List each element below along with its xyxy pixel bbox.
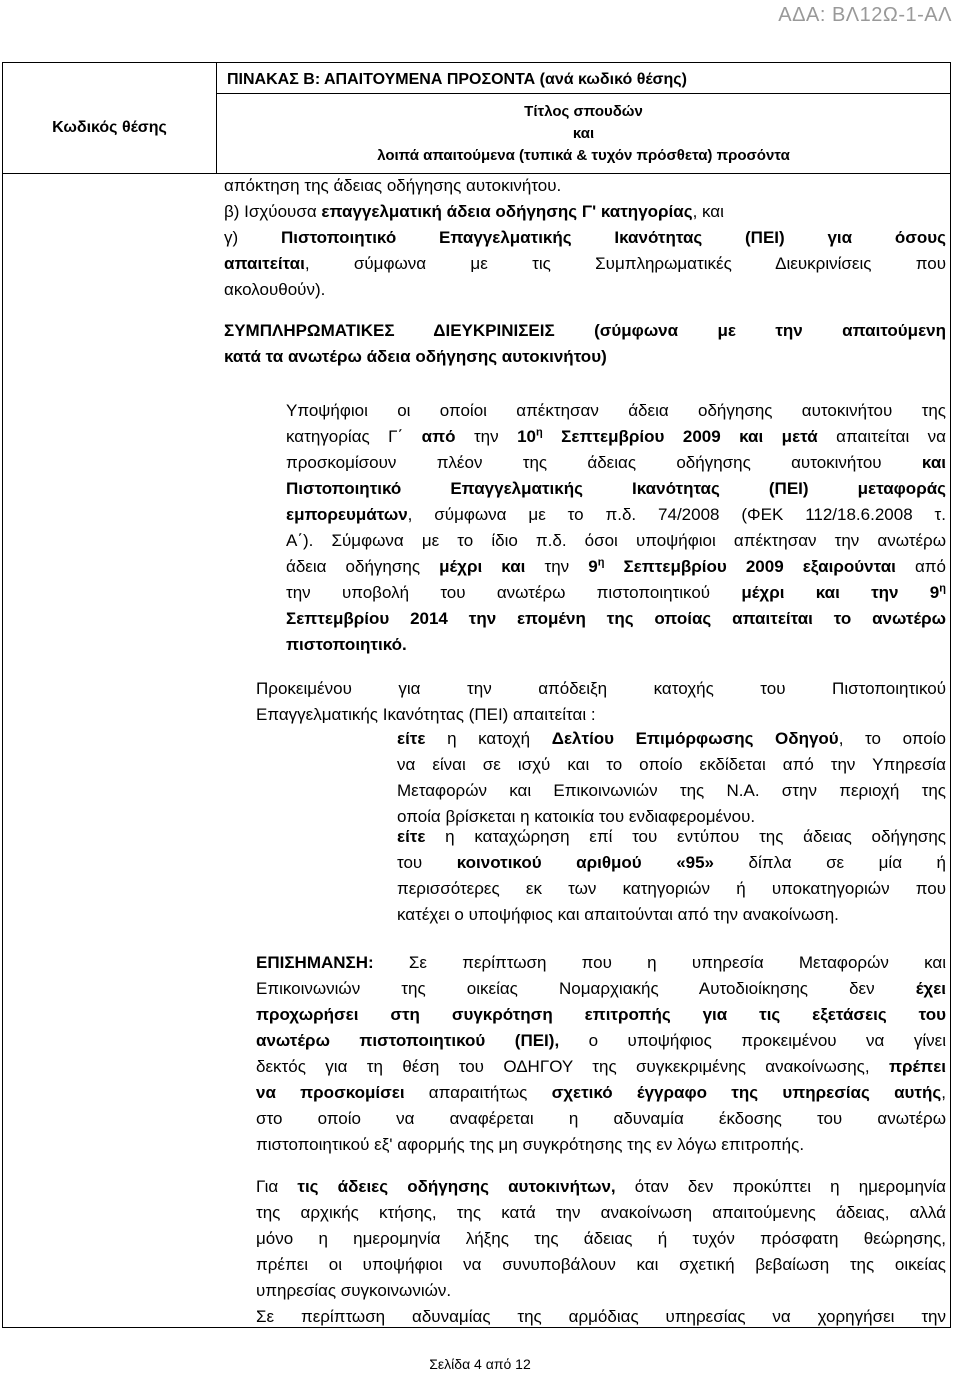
page-number: Σελίδα 4 από 12 [429,1356,531,1372]
licenses-line: της αρχικής κτήσης, της κατά την ανακοίνωση απαιτούμενης άδειας, αλλά [256,1203,946,1222]
candidates-line: Πιστοποιητικό Επαγγελματικής Ικανότητας (ΠΕΙ) μεταφοράς [286,479,946,498]
candidates-line: άδεια οδήγησης μέχρι και την $9^\eta$ Σεπτεμβρίου 2009 εξαιρούνται από [286,556,946,576]
proof-paragraph [256,676,946,728]
proof-option-line: περισσότερες εκ των κατηγοριών ή υποκατηγοριών που [397,879,946,898]
intro-line: απαιτείται, σύμφωνα με τις Συμπληρωματικές Διευκρινίσεις που [224,254,946,273]
candidates-paragraph [286,398,946,658]
intro-line: γ) Πιστοποιητικό Επαγγελματικής Ικανότητας (ΠΕΙ) για όσους [224,228,946,247]
notice-line: να προσκομίσει απαραιτήτως σχετικό έγγραφο της υπηρεσίας αυτής, [256,1083,946,1102]
intro-line: απόκτηση της άδειας οδήγησης αυτοκινήτου. [224,176,562,195]
notice-line: στο οποίο να αναφέρεται η αδυναμία έκδοσης του ανωτέρω [256,1109,946,1128]
proof-option-1 [397,726,946,830]
candidates-line: προσκομίσουν πλέον της άδειας οδήγησης αυτοκινήτου και [286,453,946,472]
proof-option-line: κατέχει ο υποψήφιος και απαιτούνται από την ανακοίνωση. [397,905,839,924]
proof-line: Επαγγελματικής Ικανότητας (ΠΕΙ) απαιτείται : [256,705,596,724]
candidates-line: κατηγορίας Γ΄ από την $10^\eta$ Σεπτεμβρίου 2009 και μετά απαιτείται να [286,426,946,446]
licenses-paragraph [256,1174,946,1330]
notice-line: προχωρήσει στη συγκρότηση επιτροπής για τις εξετάσεις του [256,1005,946,1024]
proof-line: Προκειμένου για την απόδειξη κατοχής του Πιστοποιητικού [256,679,946,698]
candidates-line: πιστοποιητικό. [286,635,407,654]
table-divider-title [216,93,951,94]
notice-line: ανωτέρω πιστοποιητικού (ΠΕΙ), ο υποψήφιος προκειμένου να γίνει [256,1031,946,1050]
column-header-title-line2: και [572,125,595,142]
candidates-line: την υποβολή του ανωτέρω πιστοποιητικού μέχρι και την $9^\eta$ [286,582,946,602]
column-header-code: Κωδικός θέσης [52,119,167,136]
notice-line: Επικοινωνιών της οικείας Νομαρχιακής Αυτοδιοίκησης δεν έχει [256,979,946,998]
supplementary-heading [224,318,946,370]
licenses-line: υπηρεσίας συγκοινωνιών. [256,1281,452,1300]
intro-paragraph [224,173,946,303]
candidates-line: Υποψήφιοι οι οποίοι απέκτησαν άδεια οδήγησης αυτοκινήτου της [286,401,946,420]
notice-line: δεκτός για τη θέση του ΟΔΗΓΟΥ της συγκεκριμένης ανακοίνωσης, πρέπει [256,1057,946,1076]
notice-paragraph [256,950,946,1158]
supplementary-line: ΣΥΜΠΛΗΡΩΜΑΤΙΚΕΣ ΔΙΕΥΚΡΙΝΙΣΕΙΣ (σύμφωνα με την απαιτούμενη [224,321,946,340]
supplementary-line: κατά τα ανωτέρω άδεια οδήγησης αυτοκινήτου) [224,347,607,366]
licenses-line: Για τις άδειες οδήγησης αυτοκινήτων, όταν δεν προκύπτει η ημερομηνία [256,1177,946,1196]
proof-option-line: είτε η καταχώρηση επί του εντύπου της άδειας οδήγησης [397,827,946,846]
ada-header: ΑΔΑ: ΒΛ12Ω-1-ΑΛ [778,4,952,26]
table-title: ΠΙΝΑΚΑΣ Β: ΑΠΑΙΤΟΥΜΕΝΑ ΠΡΟΣΟΝΤΑ (ανά κωδικό θέσης) [227,71,687,88]
proof-option-line: Μεταφορών και Επικοινωνιών της Ν.Α. στην περιοχή της [397,781,946,800]
intro-line: ακολουθούν). [224,280,326,299]
intro-line: β) Ισχύουσα επαγγελματική άδεια οδήγησης Γ' κατηγορίας, και [224,202,724,221]
column-header-title-line1: Τίτλος σπουδών [524,103,643,120]
proof-option-line: είτε η κατοχή Δελτίου Επιμόρφωσης Οδηγού, το οποίο [397,729,946,748]
candidates-line: Σεπτεμβρίου 2014 την επομένη της οποίας απαιτείται το ανωτέρω [286,609,946,628]
notice-line: ΕΠΙΣΗΜΑΝΣΗ: Σε περίπτωση που η υπηρεσία Μεταφορών και [256,953,946,972]
proof-option-2 [397,824,946,928]
column-header-title-line3: λοιπά απαιτούμενα (τυπικά & τυχόν πρόσθετα) προσόντα [377,147,790,164]
candidates-line: εμπορευμάτων, σύμφωνα με το π.δ. 74/2008 (ΦΕΚ 112/18.6.2008 τ. [286,505,946,524]
proof-option-line: οποία βρίσκεται η κατοικία του ενδιαφερομένου. [397,807,756,826]
proof-option-line: του κοινοτικού αριθμού «95» δίπλα σε μία ή [397,853,946,872]
licenses-line: Σε περίπτωση αδυναμίας της αρμόδιας υπηρεσίας να χορηγήσει την [256,1307,946,1326]
notice-line: πιστοποιητικού εξ' αφορμής της μη συγκρότησης της εν λόγω επιτροπής. [256,1135,805,1154]
candidates-line: Α΄). Σύμφωνα με το ίδιο π.δ. όσοι υποψήφιοι απέκτησαν την ανωτέρω [286,531,946,550]
column-header-title [216,101,951,167]
proof-option-line: να είναι σε ισχύ και το οποίο εκδίδεται από την Υπηρεσία [397,755,946,774]
licenses-line: πρέπει οι υποψήφιοι να συνυποβάλουν και σχετική βεβαίωση της οικείας [256,1255,946,1274]
licenses-line: μόνο η ημερομηνία λήξης της άδειας ή τυχόν πρόσφατη θεώρησης, [256,1229,946,1248]
